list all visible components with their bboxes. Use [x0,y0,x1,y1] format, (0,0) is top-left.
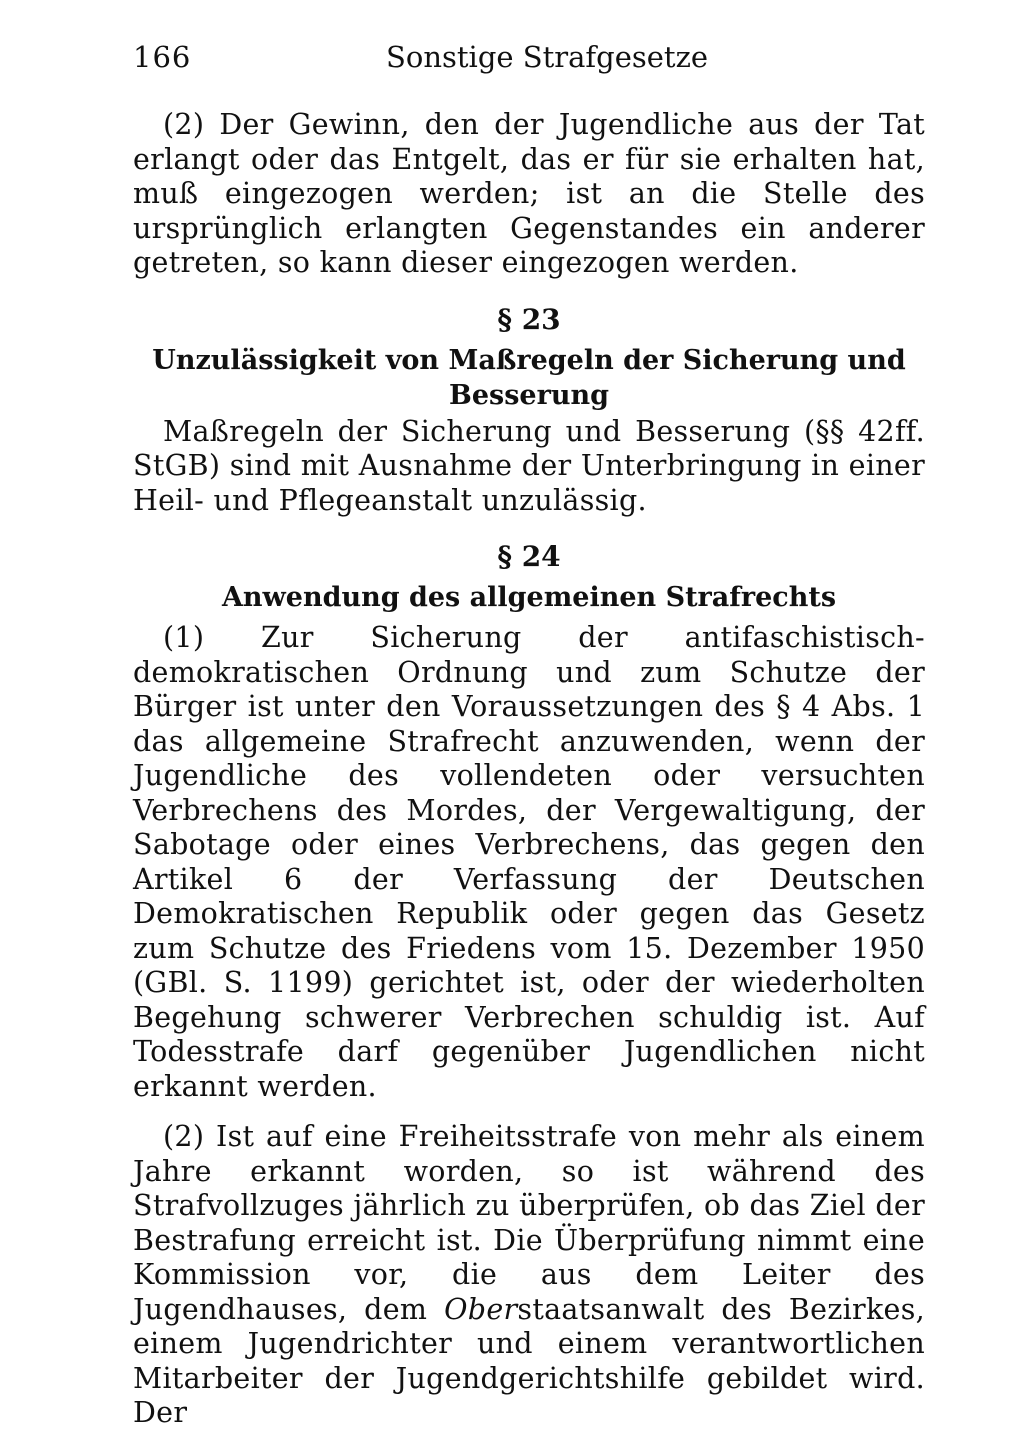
section-24-paragraph-2 [133,1120,925,1431]
section-24-paragraph-2-start: (2) Ist auf eine Freiheitsstrafe von mehr als einem Jahre erkannt worden, so ist während des Strafvollzuges jährlich zu überprüfen, ob das Ziel der Bestrafung erreicht ist. Die Überprüfung nimmt eine Kommission vor, die aus dem Leiter des Jugendhauses, dem [133,1120,925,1326]
page-body [133,108,925,1431]
section-23-heading-line-2: Besserung [449,379,609,411]
section-23-heading [133,343,925,413]
page-header [133,40,923,82]
running-title: Sonstige Strafgesetze [386,40,709,74]
section-24-number: § 24 [497,540,561,573]
section-23-number: § 23 [497,302,561,336]
page-number: 166 [133,40,192,74]
section-24-paragraph-1: (1) Zur Sicherung der antifaschistisch-demokratischen Ordnung und zum Schutze der Bürger ist unter den Voraussetzungen des § 4 Abs. 1 das allgemeine Strafrecht anzuwenden, wenn der Jugendliche des vollendeten oder versuchten Verbrechens des Mordes, der Vergewaltigung, der Sabotage oder eines Verbrechens, das gegen den Artikel 6 der Verfassung der Deutschen Demokratischen Republik oder gegen das Gesetz zum Schutze des Friedens vom 15. Dezember 1950 (GBl. S. 1199) gerichtet ist, oder der wiederholten Begehung schwerer Verbrechen schuldig ist. Auf Todesstrafe darf gegenüber Jugendlichen nicht erkannt werden. [133,621,925,1103]
section-24-heading: Anwendung des allgemeinen Strafrechts [221,582,837,613]
section-24-paragraph-2-italic: Ober [444,1292,518,1326]
section-23-text: Maßregeln der Sicherung und Besserung (§§ 42ff. StGB) sind mit Ausnahme der Unterbringung in einer Heil- und Pflegeanstalt unzulässig. [133,414,925,517]
paragraph-22-2: (2) Der Gewinn, den der Jugendliche aus der Tat erlangt oder das Entgelt, das er für sie erhalten hat, muß eingezogen werden; ist an die Stelle des ursprünglich erlangten Gegenstandes ein anderer getreten, so kann dieser eingezogen werden. [133,108,925,279]
section-24-paragraph-2-end: staatsanwalt des Bezirkes, einem Jugendrichter und einem verantwortlichen Mitarbeiter der Jugendgerichtshilfe gebildet wird. Der [133,1292,925,1429]
section-23-heading-line-1: Unzulässigkeit von Maßregeln der Sicherung und [152,344,906,376]
